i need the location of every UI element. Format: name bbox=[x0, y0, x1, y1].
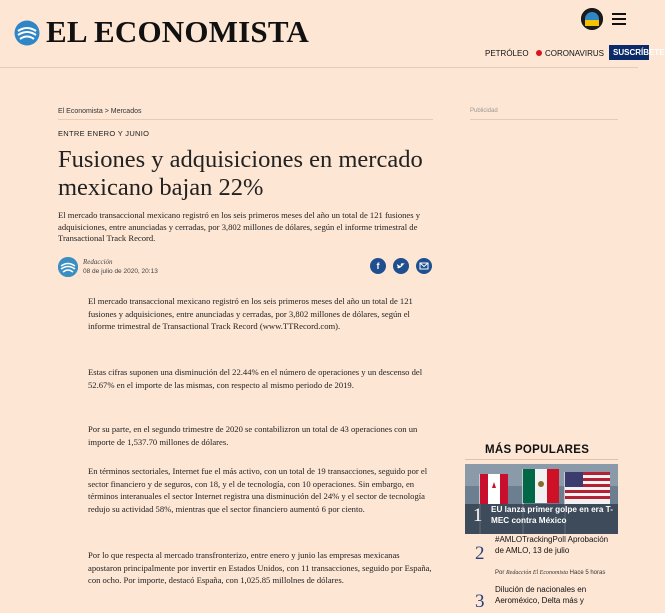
user-avatar-icon[interactable] bbox=[581, 8, 603, 30]
author-avatar[interactable] bbox=[58, 257, 78, 277]
popular-item-2-number: 2 bbox=[475, 543, 485, 564]
nav-link-coronavirus[interactable]: CORONAVIRUS bbox=[536, 49, 604, 58]
breadcrumb-section[interactable]: Mercados bbox=[110, 108, 142, 115]
popular-divider bbox=[465, 459, 618, 460]
live-dot-icon bbox=[536, 50, 542, 56]
subscribe-button[interactable]: SUSCRÍBETE bbox=[609, 45, 649, 60]
twitter-share-icon[interactable] bbox=[393, 258, 409, 274]
article-paragraph: Estas cifras suponen una disminución del 22.44% en el número de operaciones y un descenso del 52.67% en el importe de las mismas, con respecto al mismo periodo de 2019. bbox=[88, 367, 423, 390]
article-paragraph: El mercado transaccional mexicano registró en los seis primeros meses del año un total de 121 fusiones y adquisiciones, entre anunciadas y cerradas, por 3,802 millones de dólares, según el informe trimestral de Transactional Track Record (www.TTRecord.com). bbox=[88, 296, 413, 332]
article-paragraph: En términos sectoriales, Internet fue el más activo, con un total de 19 transacciones, seguido por el sector financiero y de seguros, con 18, y el de tecnología, con 10 operaciones. Sin embargo, en términos interanuales el sector Internet registra una disminución del 24% y el sector de tecnología redujo su actividad 58%, mientras que el sector financiero aumentó 6 por ciento. bbox=[88, 466, 428, 515]
ad-label: Publicidad bbox=[470, 108, 498, 114]
popular-item-2-title[interactable]: #AMLOTrackingPoll Aprobación de AMLO, 13 de julio bbox=[495, 535, 609, 555]
article-kicker: ENTRE ENERO Y JUNIO bbox=[58, 129, 150, 138]
popular-item-3-title[interactable]: Dilución de nacionales en Aeroméxico, Delta más y bbox=[495, 585, 587, 605]
breadcrumb-home[interactable]: El Economista bbox=[58, 108, 103, 115]
popular-item-1-number: 1 bbox=[473, 505, 483, 526]
article-summary: El mercado transaccional mexicano registró en los seis primeros meses del año un total de 121 fusiones y adquisiciones, entre anunciadas y cerradas, por 3,802 millones de dólares, según el informe trimestral de Transactional Track Record. bbox=[58, 210, 421, 244]
popular-item-2-meta: Por Redacción El Economista Hace 5 horas bbox=[495, 570, 606, 576]
nav-link-petroleo[interactable]: PETRÓLEO bbox=[485, 49, 529, 58]
header-divider bbox=[0, 67, 638, 68]
article-paragraph: Por su parte, en el segundo trimestre de 2020 se contabilizron un total de 43 operaciones con un importe de 1,537.70 millones de dólares. bbox=[88, 424, 418, 447]
hamburger-menu-icon[interactable] bbox=[612, 10, 626, 28]
popular-item-1-title[interactable]: EU lanza primer golpe en era T-MEC contra México bbox=[491, 505, 613, 525]
article-paragraph: Por lo que respecta al mercado transfronterizo, entre enero y junio las empresas mexicanas apostaron principalmente por invertir en Estados Unidos, con 11 transacciones, seguido por España, con ocho. Por importe, destacó España, con 1,025.85 millolnes de dólares. bbox=[88, 550, 432, 586]
logo-icon[interactable] bbox=[14, 20, 40, 46]
publish-date: 08 de julio de 2020, 20:13 bbox=[83, 268, 158, 275]
article-title: Fusiones y adquisiciones en mercado mexicano bajan 22% bbox=[58, 146, 423, 201]
breadcrumb-divider bbox=[58, 119, 433, 120]
ad-divider bbox=[470, 119, 618, 120]
author-name[interactable]: Redacción bbox=[83, 258, 113, 266]
popular-item-3-number: 3 bbox=[475, 591, 485, 612]
facebook-share-icon[interactable]: f bbox=[370, 258, 386, 274]
site-logo[interactable]: EL ECONOMISTA bbox=[46, 14, 309, 49]
breadcrumb-separator: > bbox=[104, 108, 109, 115]
breadcrumb bbox=[58, 108, 141, 115]
popular-heading: MÁS POPULARES bbox=[485, 444, 590, 456]
email-share-icon[interactable] bbox=[416, 258, 432, 274]
